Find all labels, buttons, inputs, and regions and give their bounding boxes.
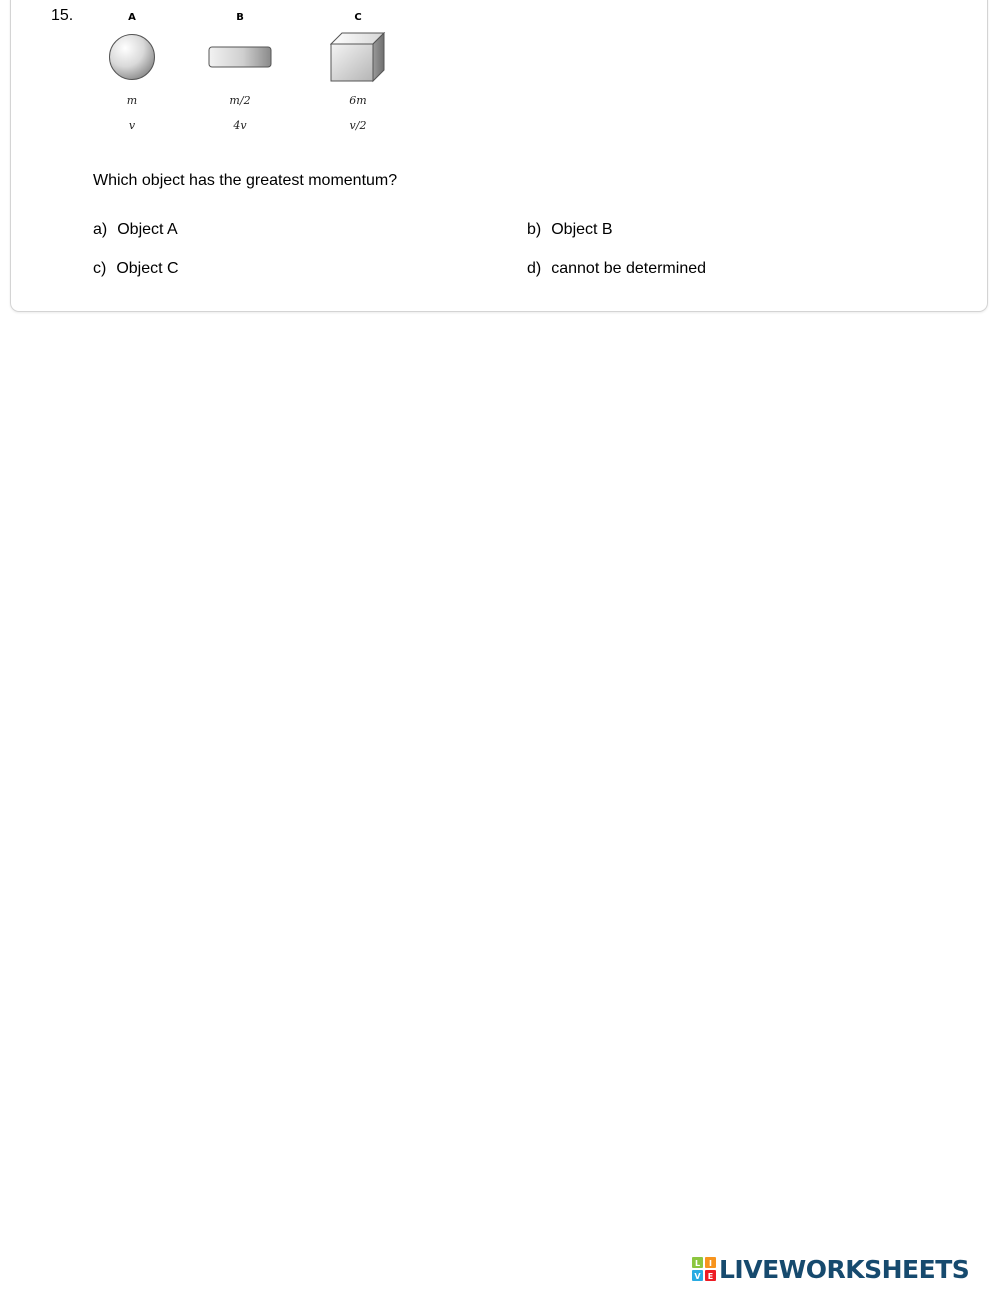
option-a-text: Object A [117,221,178,238]
option-c[interactable] [93,260,179,278]
option-b-letter: b) [527,221,542,238]
option-b-text: Object B [551,221,613,238]
logo-letter-l: L [694,1259,701,1268]
logo-letter-v: V [694,1272,701,1281]
object-c-velocity: v/2 [349,119,367,132]
question-prompt: Which object has the greatest momentum? [93,172,398,189]
objects-figure [95,6,405,136]
logo-letter-e: E [707,1272,714,1281]
option-d-text: cannot be determined [551,260,707,277]
object-c-label: C [354,12,362,23]
option-d-letter: d) [527,260,542,277]
object-b-label: B [236,12,244,23]
brand-wordmark: LIVEWORKSHEETS [719,1254,970,1284]
object-b-velocity: 4v [233,119,247,132]
object-a-velocity: v [128,119,136,132]
cube-object-c [330,32,388,84]
bar-object-b [208,46,274,70]
option-a[interactable] [93,221,178,239]
object-c-mass: 6m [349,94,367,107]
option-b[interactable] [527,221,613,239]
object-b-mass: m/2 [229,94,251,107]
question-number: 15. [51,7,74,24]
logo-letter-i: I [709,1259,712,1268]
sphere-object-a [108,33,156,81]
object-a-label: A [128,12,136,23]
live-squares-icon [692,1257,716,1281]
option-c-letter: c) [93,260,107,277]
option-a-letter: a) [93,221,108,238]
object-a-mass: m [126,94,138,107]
option-d[interactable] [527,260,706,278]
liveworksheets-logo[interactable] [692,1254,969,1284]
option-c-text: Object C [116,260,179,277]
